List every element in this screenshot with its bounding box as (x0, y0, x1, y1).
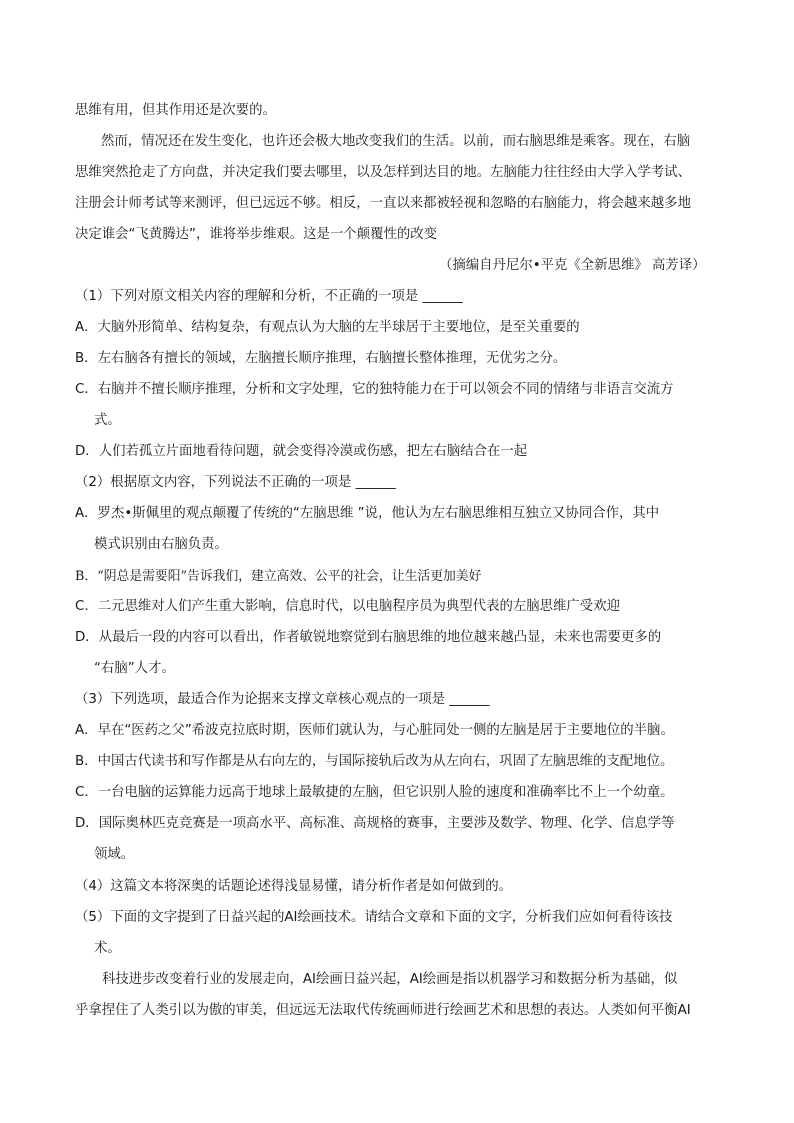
material-line: 乎拿捏住了人类引以为傲的审美，但远远无法取代传统画师进行绘画艺术和思想的表达。人类如何平衡AI (75, 1003, 691, 1018)
q3-option-d: D．国际奥林匹克竞赛是一项高水平、高标准、高规格的赛事，主要涉及数学、物理、化学、信息学等 (75, 816, 675, 831)
q1-option-c-cont: 式。 (94, 413, 121, 428)
q2-option-d-cont: “右脑”人才。 (94, 661, 175, 676)
q2-option-a-cont: 模式识别由右脑负责。 (94, 537, 228, 552)
question-5-stem-cont: 术。 (94, 941, 121, 956)
question-3-stem: （3）下列选项，最适合作为论据来支撑文章核心观点的一项是 ______ (75, 692, 490, 707)
question-5-stem: （5）下面的文字提到了日益兴起的AI绘画技术。请结合文章和下面的文字，分析我们应如何看待该技 (75, 910, 673, 925)
question-2-stem: （2）根据原文内容，下列说法不正确的一项是 ______ (75, 475, 396, 490)
passage-line: 决定谁会“飞黄腾达”，谁将举步维艰。这是一个颠覆性的改变 (75, 227, 438, 242)
question-4-stem: （4）这篇文本将深奥的话题论述得浅显易懂，请分析作者是如何做到的。 (75, 879, 513, 894)
q2-option-b: B．“阴总是需要阳”告诉我们，建立高效、公平的社会，让生活更加美好 (75, 569, 482, 584)
q1-option-c: C．右脑并不擅长顺序推理，分析和文字处理，它的独特能力在于可以领会不同的情绪与非语言交流方 (75, 382, 674, 397)
q2-option-d: D．从最后一段的内容可以看出，作者敏锐地察觉到右脑思维的地位越来越凸显，未来也需要更多的 (75, 630, 662, 645)
q1-option-d: D．人们若孤立片面地看待问题，就会变得冷漠或伤感，把左右脑结合在一起 (75, 444, 528, 459)
passage-source: （摘编自丹尼尔•平克《全新思维》 高芳译） (439, 258, 706, 273)
passage-line: 然而，情况还在发生变化，也许还会极大地改变我们的生活。以前，而右脑思维是乘客。现在，右脑 (101, 134, 691, 149)
q2-option-c: C．二元思维对人们产生重大影响，信息时代，以电脑程序员为典型代表的左脑思维广受欢迎 (75, 599, 620, 614)
q3-option-c: C．一台电脑的运算能力远高于地球上最敏捷的左脑，但它识别人脸的速度和准确率比不上一个幼童。 (75, 785, 674, 800)
q1-option-b: B．左右脑各有擅长的领域，左脑擅长顺序推理，右脑擅长整体推理，无优劣之分。 (75, 351, 567, 366)
question-1-stem: （1）下列对原文相关内容的理解和分析，不正确的一项是 ______ (75, 289, 463, 304)
q2-option-a: A．罗杰•斯佩里的观点颠覆了传统的“左脑思维 ”说，他认为左右脑思维相互独立又协同合作，其中 (75, 506, 660, 521)
q3-option-d-cont: 领域。 (94, 847, 135, 862)
q3-option-a: A．早在“医药之父”希波克拉底时期，医师们就认为，与心脏同处一侧的左脑是居于主要地位的半脑。 (75, 723, 674, 738)
q3-option-b: B．中国古代读书和写作都是从右向左的，与国际接轨后改为从左向右，巩固了左脑思维的支配地位。 (75, 754, 674, 769)
material-line: 科技进步改变着行业的发展走向，AI绘画日益兴起，AI绘画是指以机器学习和数据分析为基础，似 (102, 972, 678, 987)
passage-line: 思维突然抢走了方向盘，并决定我们要去哪里，以及怎样到达目的地。左脑能力往往经由大学入学考试、 (75, 165, 691, 180)
passage-line: 思维有用，但其作用还是次要的。 (75, 103, 276, 118)
q1-option-a: A．大脑外形简单、结构复杂，有观点认为大脑的左半球居于主要地位，是至关重要的 (75, 320, 580, 335)
passage-line: 注册会计师考试等来测评，但已远远不够。相反，一直以来都被轻视和忽略的右脑能力，将会越来越多地 (75, 196, 691, 211)
